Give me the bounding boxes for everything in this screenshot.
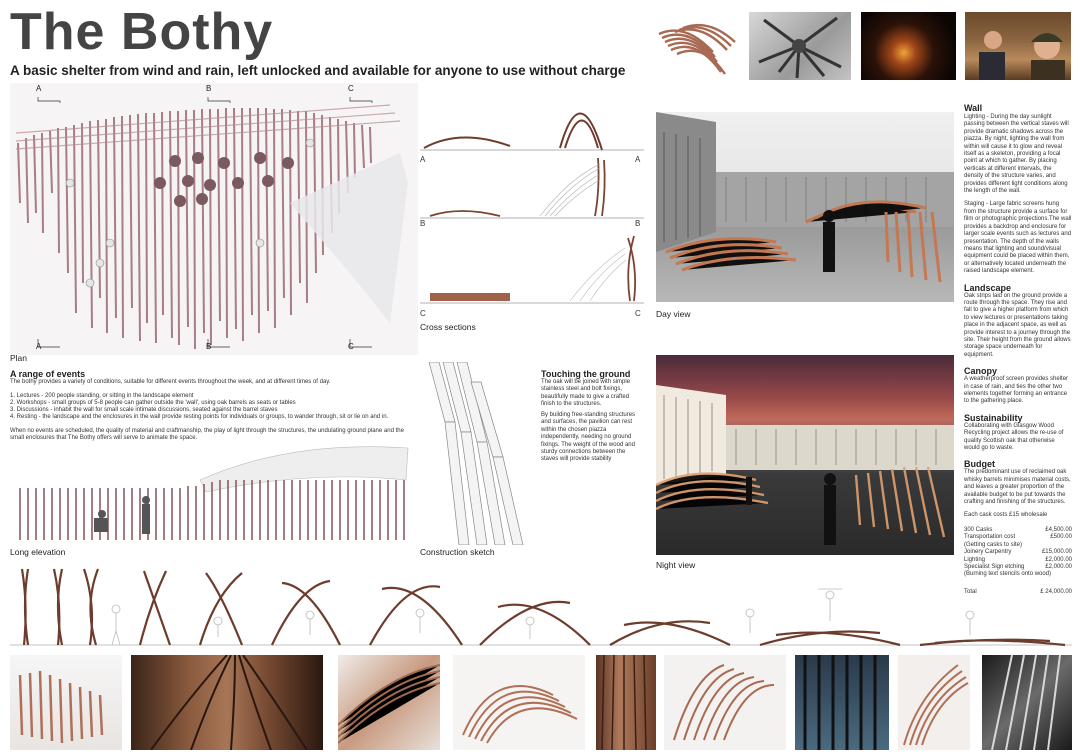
budget-row: Joinery Carpentry £15,000.00 xyxy=(964,549,1072,556)
pub-people-photo-thumbnail xyxy=(965,12,1071,80)
day-view-render xyxy=(656,112,954,302)
canopy-heading: Canopy xyxy=(964,366,998,377)
landscape-heading: Landscape xyxy=(964,282,1012,293)
events-closing: When no events are scheduled, the quality of material and craftmanship, the play of light through the structures, the undulating ground plane and the small enclosures that The Bothy offers will serve to animate the space. xyxy=(10,428,404,442)
cross-sections-caption: Cross sections xyxy=(420,322,476,332)
canopy-paragraph: A weatherproof screen provides shelter in case of rain, and ties the other two elements together forming an entrance to the gathering place. xyxy=(964,376,1069,405)
sustainability-paragraph: Collaborating with Glasgow Wood Recycling project allows the re-use of quality Scottish oak that otherwise would go to waste. xyxy=(964,422,1064,452)
day-view-caption: Day view xyxy=(656,309,691,319)
sustainability-heading: Sustainability xyxy=(964,412,1023,423)
ground-paragraph-1: The oak will be joined with simple stainless steel and bolt fixings, beautifully made to give a crafted finish to the structures. xyxy=(541,379,631,408)
section-label-b-left: B xyxy=(420,219,426,228)
page-title: The Bothy xyxy=(10,3,274,61)
budget-paragraph: The predominant use of reclaimed oak whisky barrels minimises material costs, and leaves a greater proportion of the available budget to be put towards the crafting and finishing of the structures. xyxy=(964,469,1071,506)
model-photo-1 xyxy=(10,655,122,750)
long-elevation-caption: Long elevation xyxy=(10,547,66,557)
night-view-caption: Night view xyxy=(656,560,696,570)
wall-paragraph-2: Staging - Large fabric screens hung from the structure provide a surface for film or photographic projections.The wall provides a backdrop and enclosure for larger scale events such as lectures and presentation. The depth of the walls means that lighting and sound/visual equipment could be placed within them, or alternatively located underneath the raised landscape element. xyxy=(964,201,1072,275)
events-item-1: 1. Lectures - 200 people standing, or sitting in the landscape element xyxy=(10,393,194,399)
cask-cost: Each cask costs £15 wholesale xyxy=(964,512,1048,519)
plan-caption: Plan xyxy=(10,353,28,363)
section-label-a-right: A xyxy=(635,155,641,164)
model-photo-8 xyxy=(898,655,970,750)
budget-row: 300 Casks £4,500.00 xyxy=(964,526,1072,533)
plan-marker-c-bottom: C xyxy=(348,342,354,351)
events-heading: A range of events xyxy=(10,369,86,379)
right-text-column xyxy=(964,103,1072,596)
barrel-stave-model-thumbnail xyxy=(655,12,740,80)
plan-marker-b-top: B xyxy=(206,84,212,93)
model-photo-7 xyxy=(795,655,889,750)
section-label-a-left: A xyxy=(420,155,426,164)
budget-row: (Burning text stencils onto wood) xyxy=(964,571,1052,578)
plan-marker-c-top: C xyxy=(348,84,354,93)
model-photo-3 xyxy=(338,655,440,750)
model-photo-2 xyxy=(131,655,323,750)
events-item-2: 2. Workshops - small groups of 5-8 people can gather outside the 'wall', using oak barrels as seats or tables xyxy=(10,400,296,406)
page-subtitle: A basic shelter from wind and rain, left unlocked and available for anyone to use without charge xyxy=(10,63,626,78)
site-plan-drawing xyxy=(10,83,418,355)
construction-sketch-caption: Construction sketch xyxy=(420,547,495,557)
section-label-c-left: C xyxy=(420,309,426,318)
construction-sketch-drawing xyxy=(425,362,533,545)
events-item-3: 3. Discussions - inhabit the wall for small scale intimate discussions, seated against the barrel staves xyxy=(10,407,278,413)
model-photo-5 xyxy=(596,655,656,750)
section-label-c-right: C xyxy=(635,309,641,318)
bw-structure-photo-thumbnail xyxy=(749,12,851,80)
budget-row: (Getting casks to site) xyxy=(964,541,1023,548)
plan-marker-a-bottom: A xyxy=(36,342,42,351)
structure-evolution-diagram xyxy=(10,565,1072,650)
budget-row: Specialist Sign etching £2,000.00 xyxy=(964,563,1072,570)
wall-paragraph-1: Lighting - During the day sunlight passing between the vertical staves will provide dramatic shadows across the piazza. By night, lighting the wall from within will cause it to glow and reveal itself as a skeleton, providing a focal point at which to gather. By placing verticals at different intervals, the density of the structure varies, and provides different light conditions along the length of the wall. xyxy=(964,114,1069,195)
cross-sections-drawing xyxy=(420,88,644,320)
ground-paragraph-2: By building free-standing structures and surfaces, the pavilion can rest within the chosen piazza independently, needing no ground fixings. The weight of the wood and sturdy connections between the staves will provide stability xyxy=(541,412,636,463)
long-elevation-drawing xyxy=(10,440,410,545)
section-label-b-right: B xyxy=(635,219,641,228)
plan-marker-a-top: A xyxy=(36,84,42,93)
budget-row: Lighting £2,000.00 xyxy=(964,556,1072,563)
fireside-gathering-photo-thumbnail xyxy=(861,12,956,80)
events-item-4: 4. Resting - the landscape and the enclosures in the wall provide resting points for individuals or groups, to wander through, sit or lie on and in. xyxy=(10,414,389,420)
events-intro: The bothy provides a variety of conditions, suitable for different events throughout the week, and at different times of day. xyxy=(10,379,331,385)
model-photo-4 xyxy=(453,655,585,750)
budget-row: Transportation cost £500.00 xyxy=(964,534,1072,541)
night-view-render xyxy=(656,355,954,555)
ground-heading: Touching the ground xyxy=(541,369,631,379)
wall-heading: Wall xyxy=(964,103,983,113)
plan-marker-b-bottom: B xyxy=(206,342,212,351)
budget-heading: Budget xyxy=(964,459,995,470)
budget-total-row: Total £ 24,000.00 xyxy=(964,588,1072,595)
model-photo-6 xyxy=(664,655,786,750)
model-photo-9 xyxy=(982,655,1072,750)
landscape-paragraph: Oak strips laid on the ground provide a route through the space. They rise and fall to give a higher platform from which to view lectures or presentations taking place in the adjacent space, as well as provide interest to a journey through the site. Their height from the ground allows storage space underneath for equipment. xyxy=(964,292,1071,358)
